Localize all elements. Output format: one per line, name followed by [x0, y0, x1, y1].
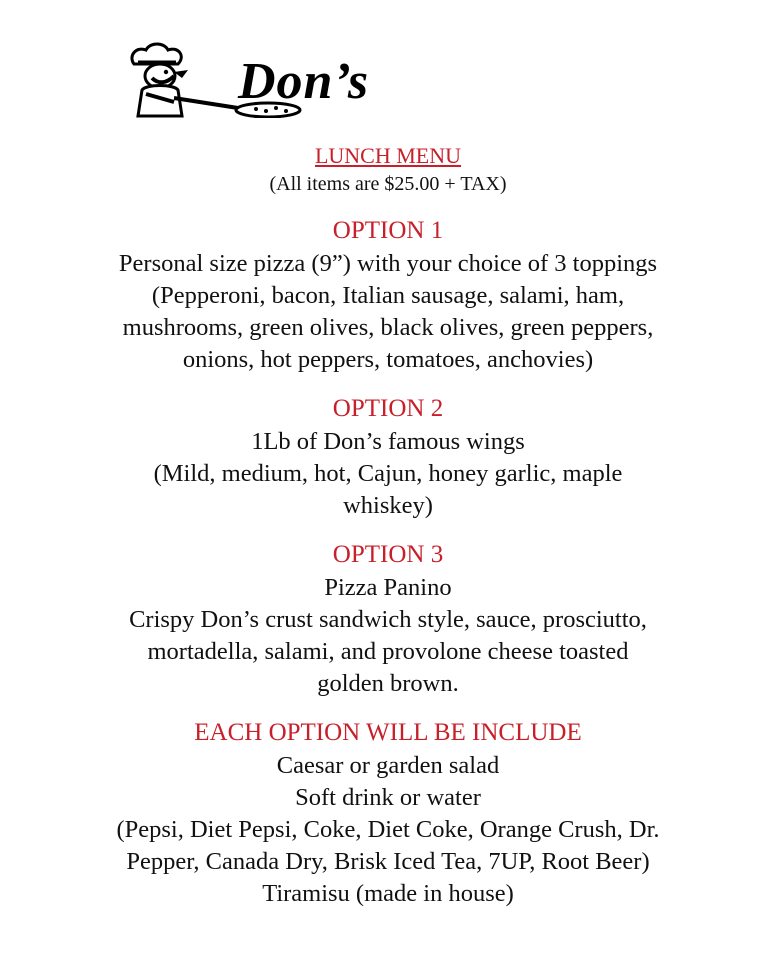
- brand-name: Don’s: [238, 53, 370, 110]
- option-2-line: whiskey): [343, 492, 433, 519]
- option-3-heading: OPTION 3: [332, 541, 444, 568]
- includes-line: (Pepsi, Diet Pepsi, Coke, Diet Coke, Orange Crush, Dr.: [116, 816, 660, 843]
- option-1-section: [0, 214, 776, 376]
- option-2-heading: OPTION 2: [332, 395, 444, 422]
- option-3-line: Pizza Panino: [324, 574, 452, 601]
- option-1-line: mushrooms, green olives, black olives, green peppers,: [122, 314, 654, 341]
- option-2-section: [0, 392, 776, 522]
- logo: [126, 42, 426, 118]
- includes-section: [0, 716, 776, 910]
- option-3-section: [0, 538, 776, 700]
- option-1-line: onions, hot peppers, tomatoes, anchovies): [182, 346, 594, 373]
- option-3-line: golden brown.: [317, 670, 459, 697]
- option-3-line: mortadella, salami, and provolone cheese toasted: [147, 638, 629, 665]
- includes-line: Tiramisu (made in house): [262, 880, 514, 907]
- option-1-line: Personal size pizza (9”) with your choice of 3 toppings: [118, 250, 658, 277]
- includes-line: Caesar or garden salad: [276, 752, 500, 779]
- includes-line: Soft drink or water: [295, 784, 481, 811]
- menu-title: LUNCH MENU: [314, 143, 462, 168]
- option-3-line: Crispy Don’s crust sandwich style, sauce, prosciutto,: [129, 606, 647, 633]
- price-note: (All items are $25.00 + TAX): [269, 173, 507, 195]
- includes-heading: EACH OPTION WILL BE INCLUDE: [194, 719, 582, 746]
- option-2-line: 1Lb of Don’s famous wings: [251, 428, 525, 455]
- menu-content: [0, 142, 776, 910]
- option-1-line: (Pepperoni, bacon, Italian sausage, salami, ham,: [151, 282, 625, 309]
- option-2-line: (Mild, medium, hot, Cajun, honey garlic, maple: [153, 460, 623, 487]
- includes-line: Pepper, Canada Dry, Brisk Iced Tea, 7UP, Root Beer): [126, 848, 650, 875]
- option-1-heading: OPTION 1: [332, 217, 444, 244]
